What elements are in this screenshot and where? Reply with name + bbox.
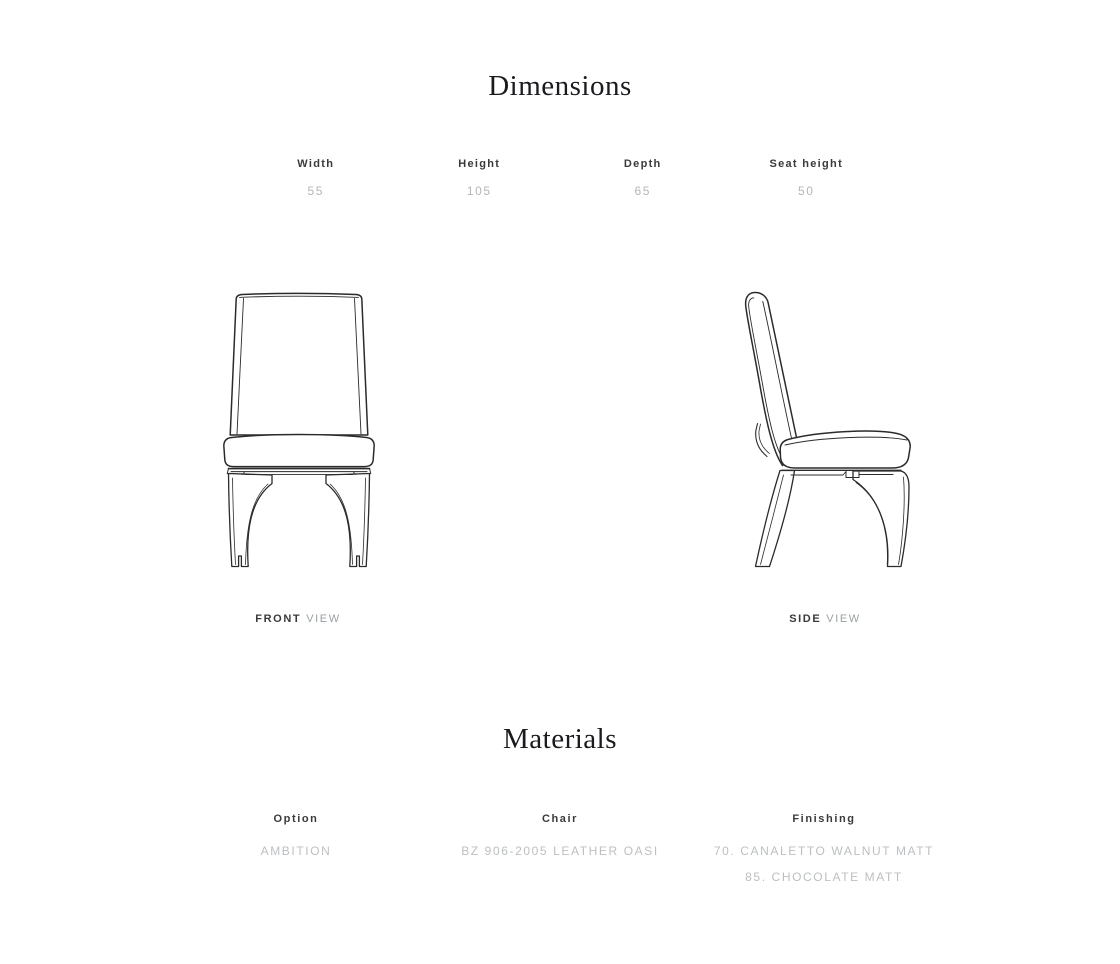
spec-height bbox=[398, 158, 562, 198]
material-chair-label: Chair bbox=[541, 813, 579, 825]
material-finishing-label: Finishing bbox=[792, 813, 856, 825]
chair-side-view-icon bbox=[733, 288, 915, 573]
front-view-caption-primary: FRONT bbox=[255, 613, 302, 625]
front-view-caption-secondary: VIEW bbox=[306, 613, 341, 625]
material-option-column bbox=[164, 813, 428, 890]
material-chair-column bbox=[428, 813, 692, 890]
spec-width bbox=[234, 158, 398, 198]
spec-seat-height bbox=[725, 158, 889, 198]
chair-front-view-icon bbox=[218, 288, 380, 573]
spec-width-label: Width bbox=[297, 158, 335, 170]
material-option-label: Option bbox=[273, 813, 319, 825]
side-view-caption-primary: SIDE bbox=[789, 613, 822, 625]
spec-depth-label: Depth bbox=[623, 158, 662, 170]
materials-spec-row bbox=[164, 813, 956, 890]
spec-seat-height-value: 50 bbox=[797, 184, 815, 198]
material-finishing-column bbox=[692, 813, 956, 890]
material-finishing-value-2: 85. CHOCOLATE MATT bbox=[745, 870, 903, 884]
spec-height-value: 105 bbox=[466, 184, 492, 198]
side-view-caption bbox=[725, 613, 925, 625]
material-chair-value: BZ 906-2005 LEATHER OASI bbox=[461, 844, 659, 858]
side-view-caption-secondary: VIEW bbox=[826, 613, 861, 625]
spec-height-label: Height bbox=[458, 158, 501, 170]
spec-depth-value: 65 bbox=[634, 184, 652, 198]
materials-section-title: Materials bbox=[502, 723, 617, 755]
dimensions-spec-row bbox=[234, 158, 888, 198]
spec-depth bbox=[561, 158, 725, 198]
spec-seat-height-label: Seat height bbox=[769, 158, 844, 170]
material-option-value: AMBITION bbox=[260, 844, 332, 858]
front-view-caption bbox=[198, 613, 398, 625]
material-finishing-value-1: 70. CANALETTO WALNUT MATT bbox=[713, 844, 935, 858]
spec-width-value: 55 bbox=[307, 184, 325, 198]
dimensions-section-title: Dimensions bbox=[488, 70, 632, 102]
